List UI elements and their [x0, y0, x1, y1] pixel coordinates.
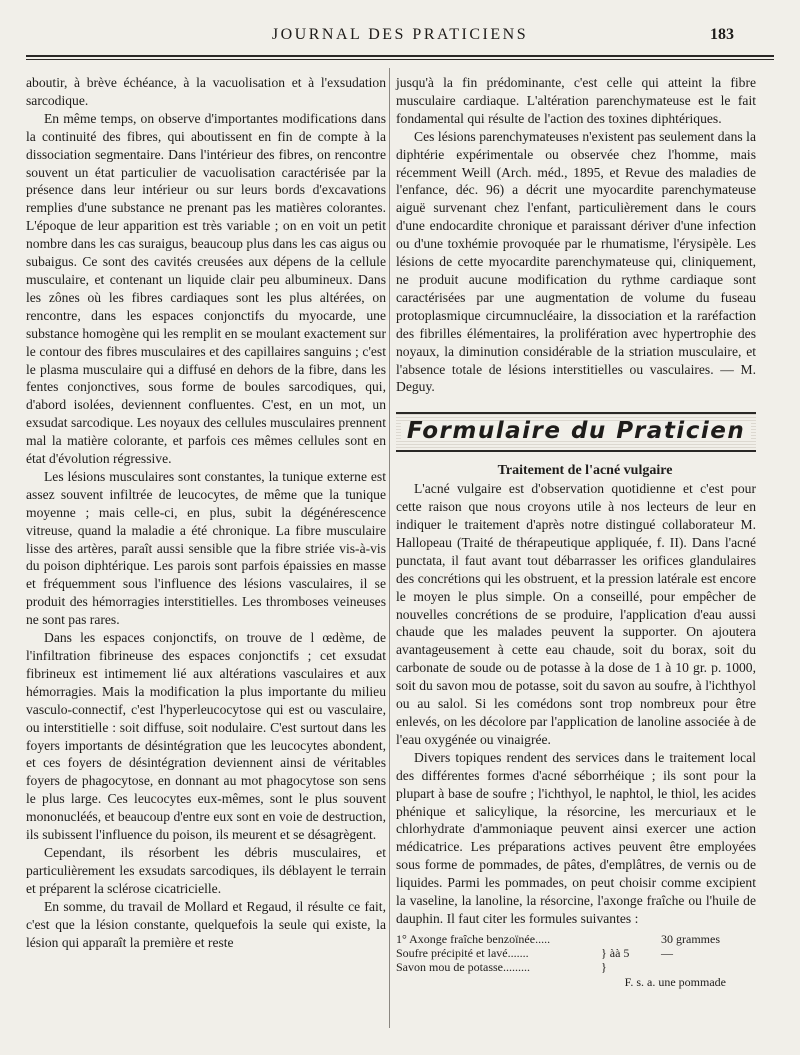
right-paragraph-2: Ces lésions parenchymateuses n'existent pas seulement dans la diphtérie expérimentale ou observée chez l'homme, mais récemment Weill (Arch. méd., 1895, et Revue des maladies de l'enfance, déc. 96) a décrit une myocardite parenchymateuse aiguë survenant chez l'enfant, particulièrement dans le cours d'une endocardite chronique et paraissant dériver d'une infection ou d'une toxhémie provoquée par le rhumatisme, l'érysipèle. Les lésions de cette myocardite parenchymateuse qui, cliniquement, ne produit aucune modification du rythme cardiaque sont caractérisées par une augmentation de volume du fuseau protoplasmique circumnucléaire, la dissociation et la raréfaction des fibrilles élémentaires, la prolifération avec hypertrophie des noyaux, la diminution considérable de la striation musculaire, et l'absence totale de lésions interstitielles ou vasculaires. — M. Deguy.	[396, 128, 756, 395]
left-paragraph-6: En somme, du travail de Mollard et Regaud, il résulte ce fait, c'est que la lésion constante, quelquefois la seule qui existe, la lésion qui apparaît la première et reste	[26, 898, 386, 950]
header-rule-thick	[26, 55, 774, 57]
formula-list	[396, 932, 756, 974]
left-paragraph-5: Cependant, ils résorbent les débris musculaires, et particulièrement les exsudats sarcodiques, ils déblayent le terrain et préparent la sclérose cicatricielle.	[26, 844, 386, 896]
formula-signature: F. s. a. une pommade	[624, 974, 726, 989]
formula-amount: 30 grammes	[661, 931, 720, 946]
header-rule-thin	[26, 59, 774, 60]
left-paragraph-3: Les lésions musculaires sont constantes, la tunique externe est assez souvent infiltrée de leucocytes, de même que la tunique moyenne ; mais celle-ci, en plus, subit la dégénérescence vitreuse, quand la maladie a été chronique. La fibre musculaire lisse des artères, paraît aussi sensible que la fibre striée vis-à-vis du poison diphtérique. Les parois sont parfois épaissies en masse et fréquemment sous l'influence des lésions vasculaires, il se produit des hémorragies interstitielles. Les thromboses veineuses ne sont pas rares.	[26, 468, 386, 628]
formula-item: Savon mou de potasse.........	[396, 959, 530, 974]
section-subheading: Traitement de l'acné vulgaire	[497, 463, 673, 479]
formula-row	[396, 946, 756, 960]
column-divider	[389, 68, 390, 1028]
formula-item: 1° Axonge fraîche benzoïnée.....	[396, 931, 551, 946]
formula-qty	[601, 932, 661, 946]
left-paragraph-4: Dans les espaces conjonctifs, on trouve de l œdème, de l'infiltration fibrineuse des espaces conjonctifs ; cet exsudat fibrineux est intimement lié aux altérations vasculaires et aux hémorragies. Mais la modification la plus importante du milieu vasculo-connectif, c'est l'hyperleucocytose qui est ou vasculaire, ou interstitielle : soit diffuse, soit nodulaire. C'est surtout dans les foyers importants de désintégration que les leucocytes abondent, et ces foyers de désintégration deviennent ainsi de véritables foyers de phagocytose, en donnant au mot phagocytose son sens le plus large. Ces leucocytes eux-mêmes, sont le plus souvent mononucléés, et beaucoup d'entre eux sont en voie de destruction, ils subissent l'influence du poison, ils meurent et se désagrègent.	[26, 630, 386, 843]
right-paragraph-4: Divers topiques rendent des services dans le traitement local des différentes formes d'acné séborrhéique ; ils sont pour la plupart à base de soufre ; l'ichthyol, le naphtol, le thiol, les acides phénique et salicylique, la résorcine, les mercuriaux et le chlorhydrate d'ammoniaque peuvent ainsi exercer une action médicatrice. Les préparations actives peuvent être employées sous forme de pommades, de pâtes, d'emplâtres, de vernis ou de liquides. Parmi les pommades, on peut choisir comme excipient la vaseline, la lanoline, la résorcine, l'axonge fraîche ou l'huile de dauphin. Il faut citer les formules suivantes :	[396, 749, 756, 926]
right-paragraph-3: L'acné vulgaire est d'observation quotidienne et c'est pour cette raison que nous croyons utile à nos lecteurs de leur en indiquer le traitement d'après notre distingué collaborateur M. Hallopeau (Traité de thérapeutique appliquée, f. II). Dans l'acné punctata, il faut avant tout débarrasser les orifices glandulaires des concrétions qui les obstruent, et la pression latérale est encore le moyen le plus simple. On a conseillé, pour empêcher de nouvelles concrétions de se produire, l'application d'eau aussi chaude que les malades peuvent la supporter. On ajoutera avantageusement à cette eau chaude, soit du borax, soit du carbonate de soude ou de potasse à la dose de 1 à 10 gr. p. 1000, soit du savon mou de potasse, soit du savon au soufre, à l'ichthyol ou au salol. Si les comédons sont trop nombreux pour être enlevés, on les décolore par l'application de lanoline associée à de l'eau oxygénée ou vinaigrée.	[396, 481, 756, 747]
formula-row	[396, 960, 756, 974]
page-number: 183	[710, 26, 734, 43]
left-paragraph-2: En même temps, on observe d'importantes modifications dans la continuité des fibres, qui aboutissent en fin de compte à la dissociation segmentaire. Dans l'intérieur des fibres, on rencontre souvent un état particulier de vacuolisation caractérisée par la présence dans leur intérieur ou sur leurs bords d'excavations remplies d'une substance ne prenant pas les matières colorantes. L'époque de leur apparition est très variable ; on en voit un petit nombre dans les cas suraigus, beaucoup plus dans les cas aigus ou subaigus. Ce sont des cavités creusées aux dépens de la cellule musculaire, et contenant un liquide clair peu albumineux. Dans les zônes où les fibres cardiaques sont les plus altérées, on rencontre, dans les espaces conjonctifs du myocarde, une substance homogène qui les remplit en se moulant exactement sur le contour des fibres musculaires et des capillaires sanguins ; c'est le plasma musculaire qui a diffusé en dehors de la fibre, dans les fentes conjonctives, sous forme de boules sarcodiques, qui, d'abord isolées, deviennent confluentes. C'est, en un mot, un exsudat sarcodique. Les noyaux des cellules musculaires prennent mal la matière colorante, et parfois ces mêmes cellules sont en état d'évolution régressive.	[26, 110, 386, 467]
left-column	[26, 74, 386, 951]
section-banner	[396, 412, 756, 452]
formula-qty: }	[601, 959, 607, 974]
formula-amount: —	[661, 945, 673, 960]
section-banner-title: Formulaire du Praticien	[401, 423, 751, 441]
right-column	[396, 74, 756, 992]
left-paragraph-1: aboutir, à brève échéance, à la vacuolisation et à l'exsudation sarcodique.	[26, 75, 386, 108]
formula-qty: } àà 5	[601, 945, 630, 960]
page-header	[0, 26, 800, 48]
formula-item: Soufre précipité et lavé.......	[396, 945, 529, 960]
formula-amount	[661, 960, 756, 974]
running-title: JOURNAL DES PRATICIENS	[271, 26, 529, 43]
formula-row	[396, 932, 756, 946]
right-paragraph-1: jusqu'à la fin prédominante, c'est celle qui atteint la fibre musculaire cardiaque. L'altération parenchymateuse est le fait fondamental qui résulte de l'action des toxines diphtériques.	[396, 75, 756, 126]
